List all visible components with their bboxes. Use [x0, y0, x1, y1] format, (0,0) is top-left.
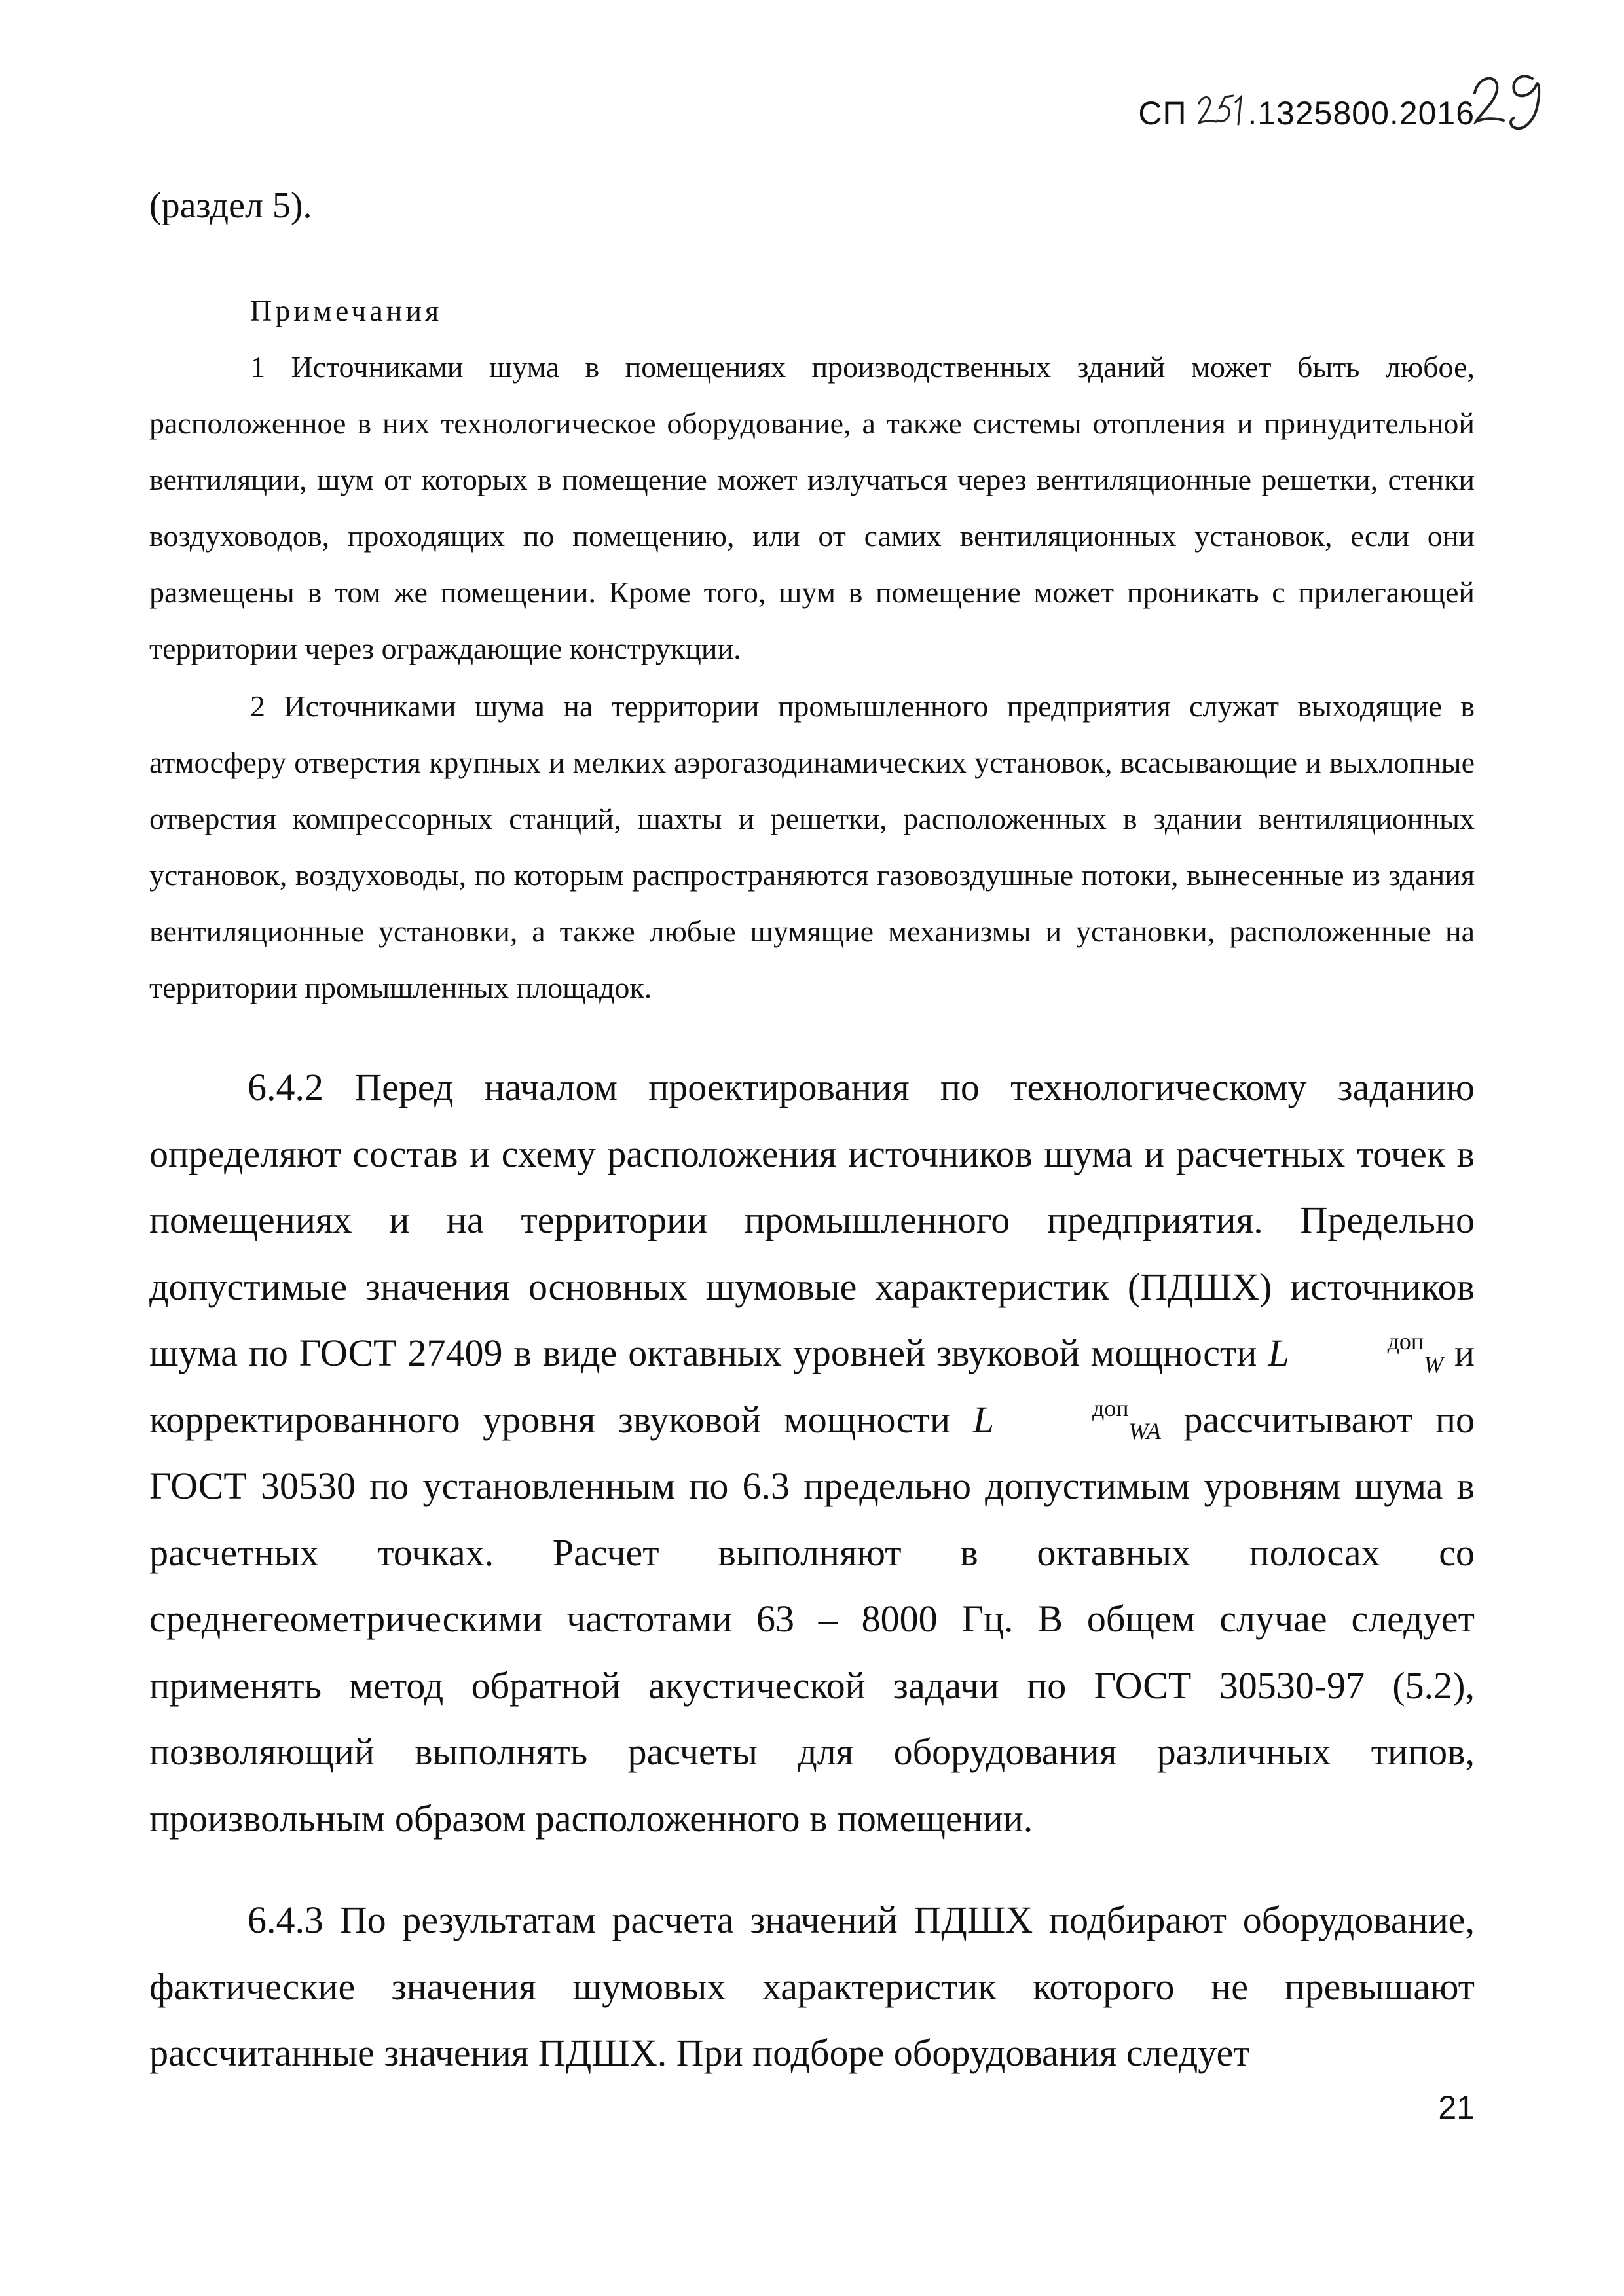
page-header: [0, 0, 1624, 170]
handwritten-sheet-number: [1468, 65, 1553, 137]
note-2: 2 Источниками шума на территории промышленного предприятия служат выходящие в атмосферу отверстия крупных и мелких аэрогазодинамических установок, всасывающие и выхлопные отверстия компрессорных станций, шахты и решетки, расположенных в здании вентиляционных установок, воздуховоды, по которым распространяются газовоздушные потоки, вынесенные из здания вентиляционные установки, а также любые шумящие механизмы и установки, расположенные на территории промышленных площадок.: [149, 689, 1475, 1004]
page-number: 21: [1438, 2089, 1475, 2126]
handwritten-code-number: [1196, 90, 1247, 132]
sound-power-symbol-lw: L $^{доп}_W$: [1268, 1328, 1444, 1378]
document-code: [1138, 90, 1475, 132]
paragraph-6-4-2-text-c: рассчитывают по ГОСТ 30530 по установленным по 6.3 предельно допустимым уровням шума в расчетных точках. Расчет выполняют в октавных полосах со среднегеометрическими частотами 63 – 8000 Гц. В общем случае следует применять метод обратной акустической задачи по ГОСТ 30530-97 (5.2), позволяющий выполнять расчеты для оборудования различных типов, произвольным образом расположенного в помещении.: [149, 1398, 1475, 1840]
document-code-suffix: .1325800.2016: [1247, 95, 1475, 132]
paragraph-6-4-2-text-b: и корректированного уровня звуковой мощности: [149, 1332, 1475, 1441]
document-code-prefix: СП: [1138, 95, 1197, 132]
notes-title: Примечания: [250, 294, 443, 327]
paragraph-6-4-2: [149, 1054, 1475, 1851]
paragraph-6-4-2-text-a: 6.4.2 Перед началом проектирования по технологическому заданию определяют состав и схему расположения источников шума и расчетных точек в помещениях и на территории промышленного предприятия. Предельно допустимые значения основных шумовые характеристик (ПДШХ) источников шума по ГОСТ 27409 в виде октавных уровней звуковой мощности: [149, 1066, 1475, 1374]
continuation-line: (раздел 5).: [149, 185, 312, 226]
paragraph-6-4-3: 6.4.3 По результатам расчета значений ПДШХ подбирают оборудование, фактические значения шумовых характеристик которого не превышают рассчитанные значения ПДШХ. При подборе оборудования следует: [149, 1899, 1475, 2074]
note-1: 1 Источниками шума в помещениях производственных зданий может быть любое, расположенное в них технологическое оборудование, а также системы отопления и принудительной вентиляции, шум от которых в помещение может излучаться через вентиляционные решетки, стенки воздуховодов, проходящих по помещению, или от самих вентиляционных установок, если они размещены в том же помещении. Кроме того, шум в помещение может проникать с прилегающей территории через ограждающие конструкции.: [149, 350, 1475, 665]
sound-power-symbol-lwa: L $^{доп}_{WA}$: [972, 1394, 1161, 1444]
